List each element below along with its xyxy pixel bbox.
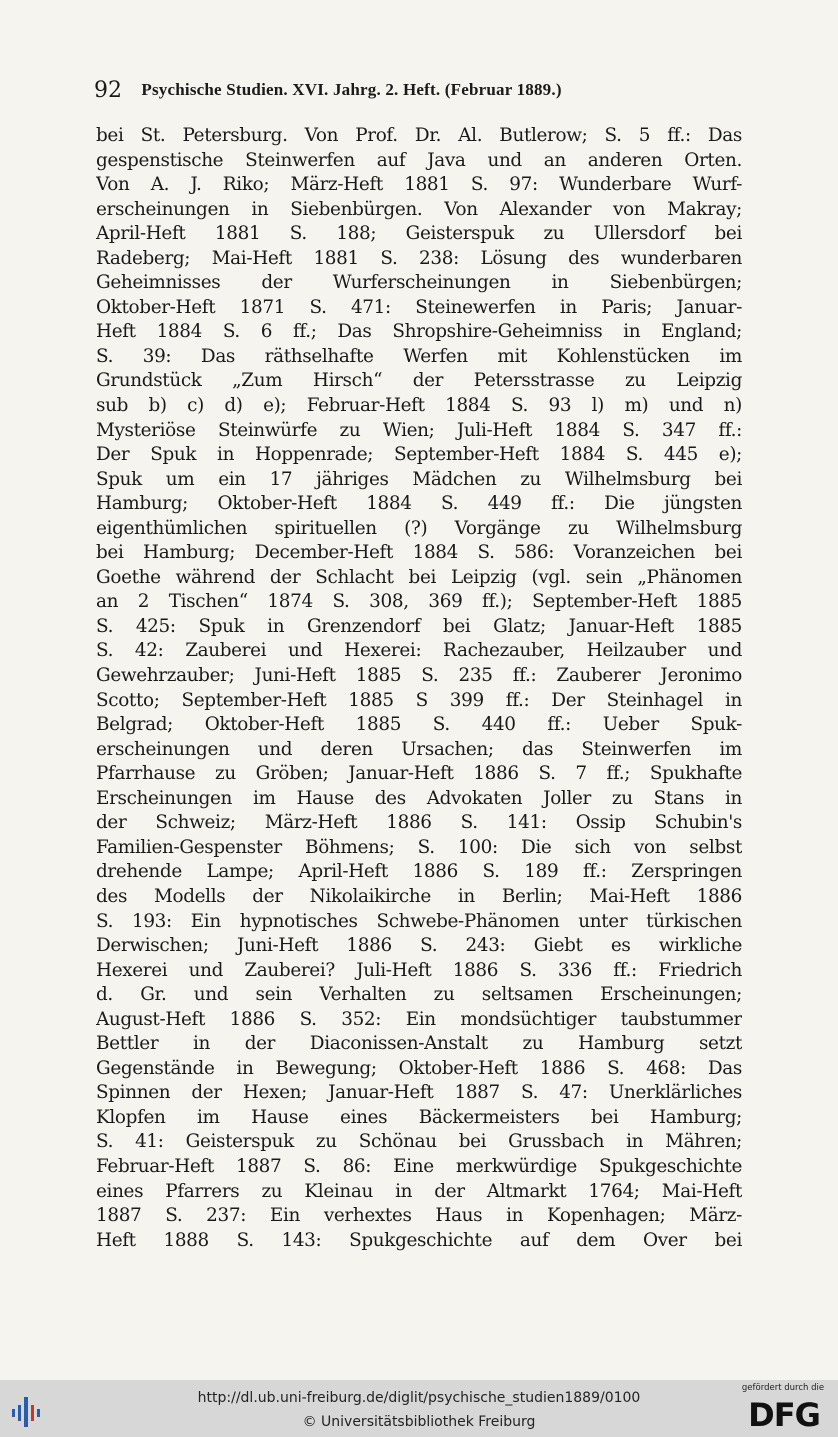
svg-text:DFG: DFG <box>748 1396 820 1432</box>
text-line: Hexerei und Zauberei? Juli-Heft 1886 S. 336 ff.: Friedrich <box>96 959 742 981</box>
text-line: April-Heft 1881 S. 188; Geisterspuk zu Ullersdorf bei <box>96 223 742 245</box>
text-line: drehende Lampe; April-Heft 1886 S. 189 ff.: Zerspringen <box>96 861 742 883</box>
text-line: S. 39: Das räthselhafte Werfen mit Kohlenstücken im <box>96 345 742 367</box>
text-line: Grundstück „Zum Hirsch“ der Petersstrasse zu Leipzig <box>96 370 742 392</box>
copyright-notice: © Universitätsbibliothek Freiburg <box>302 1414 536 1430</box>
text-line: Bettler in der Diaconissen-Anstalt zu Hamburg setzt <box>96 1033 742 1055</box>
text-line: gespenstische Steinwerfen auf Java und an anderen Orten. <box>96 149 742 171</box>
text-line: Gewehrzauber; Juni-Heft 1885 S. 235 ff.: Zauberer Jeronimo <box>96 665 742 687</box>
text-line: Mysteriöse Steinwürfe zu Wien; Juli-Heft 1884 S. 347 ff.: <box>96 419 742 441</box>
text-line: Geheimnisses der Wurferscheinungen in Siebenbürgen; <box>96 272 742 294</box>
text-line: 1887 S. 237: Ein verhextes Haus in Kopenhagen; März- <box>96 1205 742 1227</box>
text-line: S. 41: Geisterspuk zu Schönau bei Grussbach in Mähren; <box>96 1131 742 1153</box>
text-line: der Schweiz; März-Heft 1886 S. 141: Ossip Schubin's <box>96 812 742 834</box>
text-line: Gegenstände in Bewegung; Oktober-Heft 1886 S. 468: Das <box>96 1057 742 1079</box>
text-line: Scotto; September-Heft 1885 S 399 ff.: Der Steinhagel in <box>96 689 742 711</box>
text-line: Klopfen im Hause eines Bäckermeisters bei Hamburg; <box>96 1106 742 1128</box>
text-line: erscheinungen und deren Ursachen; das Steinwerfen im <box>96 738 742 760</box>
text-line: S. 193: Ein hypnotisches Schwebe-Phänomen unter türkischen <box>96 910 742 932</box>
text-line: Radeberg; Mai-Heft 1881 S. 238: Lösung des wunderbaren <box>96 247 742 269</box>
text-line: Pfarrhause zu Gröben; Januar-Heft 1886 S. 7 ff.; Spukhafte <box>96 763 742 785</box>
viewer-footer <box>0 1380 838 1437</box>
text-line: Heft 1888 S. 143: Spukgeschichte auf dem Over bei <box>96 1229 742 1251</box>
page-number: 92 <box>94 78 122 103</box>
body-text <box>96 124 742 1253</box>
page-header <box>94 76 744 102</box>
text-line: Hamburg; Oktober-Heft 1884 S. 449 ff.: Die jüngsten <box>96 493 742 515</box>
text-line: Februar-Heft 1887 S. 86: Eine merkwürdige Spukgeschichte <box>96 1155 742 1177</box>
text-line: Erscheinungen im Hause des Advokaten Joller zu Stans in <box>96 787 742 809</box>
text-line: bei St. Petersburg. Von Prof. Dr. Al. Butlerow; S. 5 ff.: Das <box>96 125 742 146</box>
text-line: Heft 1884 S. 6 ff.; Das Shropshire-Geheimniss in England; <box>96 321 742 343</box>
text-line: eigenthümlichen spirituellen (?) Vorgänge zu Wilhelmsburg <box>96 517 742 539</box>
text-line: Spuk um ein 17 jähriges Mädchen zu Wilhelmsburg bei <box>96 468 742 490</box>
text-line: S. 425: Spuk in Grenzendorf bei Glatz; Januar-Heft 1885 <box>96 615 742 637</box>
sponsor-caption: gefördert durch die <box>741 1383 825 1393</box>
text-line: Goethe während der Schlacht bei Leipzig (vgl. sein „Phänomen <box>96 566 742 588</box>
text-line: eines Pfarrers zu Kleinau in der Altmarkt 1764; Mai-Heft <box>96 1180 742 1202</box>
dfg-logo-icon <box>741 1396 827 1432</box>
text-line: Familien-Gespenster Böhmens; S. 100: Die sich von selbst <box>96 836 742 858</box>
permalink-url[interactable]: http://dl.ub.uni-freiburg.de/diglit/psychische_studien1889/0100 <box>197 1390 641 1406</box>
text-line: an 2 Tischen“ 1874 S. 308, 369 ff.); September-Heft 1885 <box>96 591 742 613</box>
text-line: Von A. J. Riko; März-Heft 1881 S. 97: Wunderbare Wurf- <box>96 174 742 196</box>
running-title: Psychische Studien. XVI. Jahrg. 2. Heft. (Februar 1889.) <box>141 80 562 99</box>
text-line: d. Gr. und sein Verhalten zu seltsamen Erscheinungen; <box>96 984 742 1006</box>
text-line: bei Hamburg; December-Heft 1884 S. 586: Voranzeichen bei <box>96 542 742 564</box>
text-line: Belgrad; Oktober-Heft 1885 S. 440 ff.: Ueber Spuk- <box>96 714 742 736</box>
text-line: sub b) c) d) e); Februar-Heft 1884 S. 93 l) m) und n) <box>96 395 742 417</box>
dfg-sponsor[interactable] <box>735 1383 831 1435</box>
text-line: August-Heft 1886 S. 352: Ein mondsüchtiger taubstummer <box>96 1008 742 1030</box>
text-line: erscheinungen in Siebenbürgen. Von Alexander von Makray; <box>96 198 742 220</box>
text-line: Oktober-Heft 1871 S. 471: Steinewerfen in Paris; Januar- <box>96 296 742 318</box>
text-line: Derwischen; Juni-Heft 1886 S. 243: Giebt es wirkliche <box>96 935 742 957</box>
text-line: S. 42: Zauberei und Hexerei: Rachezauber, Heilzauber und <box>96 640 742 662</box>
text-line: des Modells der Nikolaikirche in Berlin; Mai-Heft 1886 <box>96 885 742 907</box>
text-line: Spinnen der Hexen; Januar-Heft 1887 S. 47: Unerklärliches <box>96 1082 742 1104</box>
text-line: Der Spuk in Hoppenrade; September-Heft 1884 S. 445 e); <box>96 444 742 466</box>
